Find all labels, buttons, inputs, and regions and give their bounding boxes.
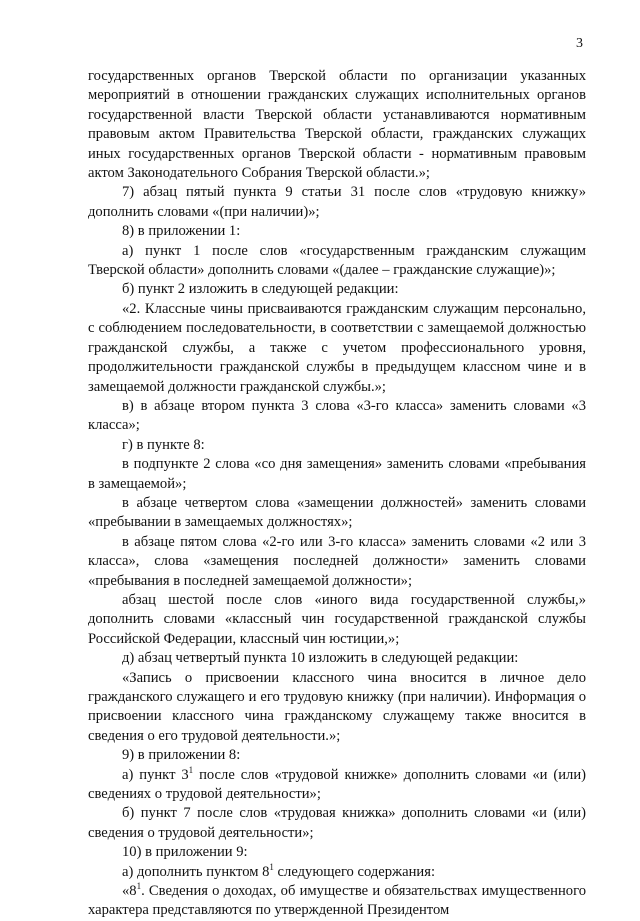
paragraph: а) пункт 1 после слов «государственным гражданским служащим Тверской области» дополнить словами «(далее – гражданские служащие)»;	[88, 242, 586, 279]
paragraph	[88, 882, 586, 921]
document-body	[88, 67, 586, 921]
paragraph	[88, 863, 586, 882]
paragraph: в абзаце четвертом слова «замещении должностей» заменить словами «пребывании в замещаемых должностях»;	[88, 494, 586, 531]
paragraph: б) пункт 7 после слов «трудовая книжка» дополнить словами «и (или) сведения о трудовой деятельности»;	[88, 805, 586, 841]
paragraph-text: «8	[122, 883, 137, 900]
paragraph: г) в пункте 8:	[122, 436, 205, 453]
paragraph: «2. Классные чины присваиваются гражданским служащим персонально, с соблюдением последовательности, в соответствии с замещаемой должностью гражданской службы, а также с учетом профессионального уровня, продолжительности гражданской службы в предыдущем классном чине и в замещаемой должности гражданской службы.»;	[88, 300, 586, 395]
paragraph: 8) в приложении 1:	[122, 223, 241, 240]
paragraph: в) в абзаце втором пункта 3 слова «3-го класса» заменить словами «3 класса»;	[88, 397, 586, 434]
paragraph: б) пункт 2 изложить в следующей редакции:	[122, 281, 399, 298]
paragraph: в подпункте 2 слова «со дня замещения» заменить словами «пребывания в замещаемой»;	[88, 456, 586, 492]
superscript: 1	[269, 861, 274, 872]
paragraph-text: а) дополнить пунктом 8	[122, 863, 270, 880]
page-number: 3	[576, 36, 583, 51]
paragraph: 7) абзац пятый пункта 9 статьи 31 после слов «трудовую книжку» дополнить словами «(при наличии)»;	[88, 184, 586, 220]
superscript: 1	[136, 881, 142, 892]
paragraph-text: . Сведения о доходах, об имуществе и обязательствах имущественного характера представляются по утвержденной Президентом	[88, 883, 586, 919]
paragraph-text: после слов «трудовой книжке» дополнить словами «и (или) сведениях о трудовой деятельности»;	[88, 766, 587, 803]
paragraph: 9) в приложении 8:	[122, 747, 241, 764]
paragraph: в абзаце пятом слова «2-го или 3-го класса» заменить словами «2 или 3 класса», слова «замещения последней должности» заменить словами «пребывания в последней замещаемой должности»;	[88, 533, 586, 589]
paragraph-text: следующего содержания:	[273, 863, 436, 880]
superscript: 1	[188, 764, 194, 775]
paragraph	[88, 766, 586, 805]
paragraph-text: а) пункт 3	[122, 766, 189, 783]
paragraph: 10) в приложении 9:	[122, 844, 248, 861]
paragraph: «Запись о присвоении классного чина вносится в личное дело гражданского служащего и его трудовую книжку (при наличии). Информация о присвоении классного чина гражданскому служащему также вносится в сведения о его трудовой деятельности.»;	[88, 669, 586, 744]
paragraph: государственных органов Тверской области по организации указанных мероприятий в отношении гражданских служащих исполнительных органов государственной власти Тверской области устанавливаются нормативным правовым актом Правительства Тверской области, гражданских служащих иных государственных органов Тверской области - нормативным правовым актом Законодательного Собрания Тверской области.»;	[88, 68, 586, 182]
paragraph: абзац шестой после слов «иного вида государственной службы,» дополнить словами «классный чин государственной гражданской службы Российской Федерации, классный чин юстиции,»;	[88, 591, 586, 647]
paragraph: д) абзац четвертый пункта 10 изложить в следующей редакции:	[122, 650, 519, 667]
